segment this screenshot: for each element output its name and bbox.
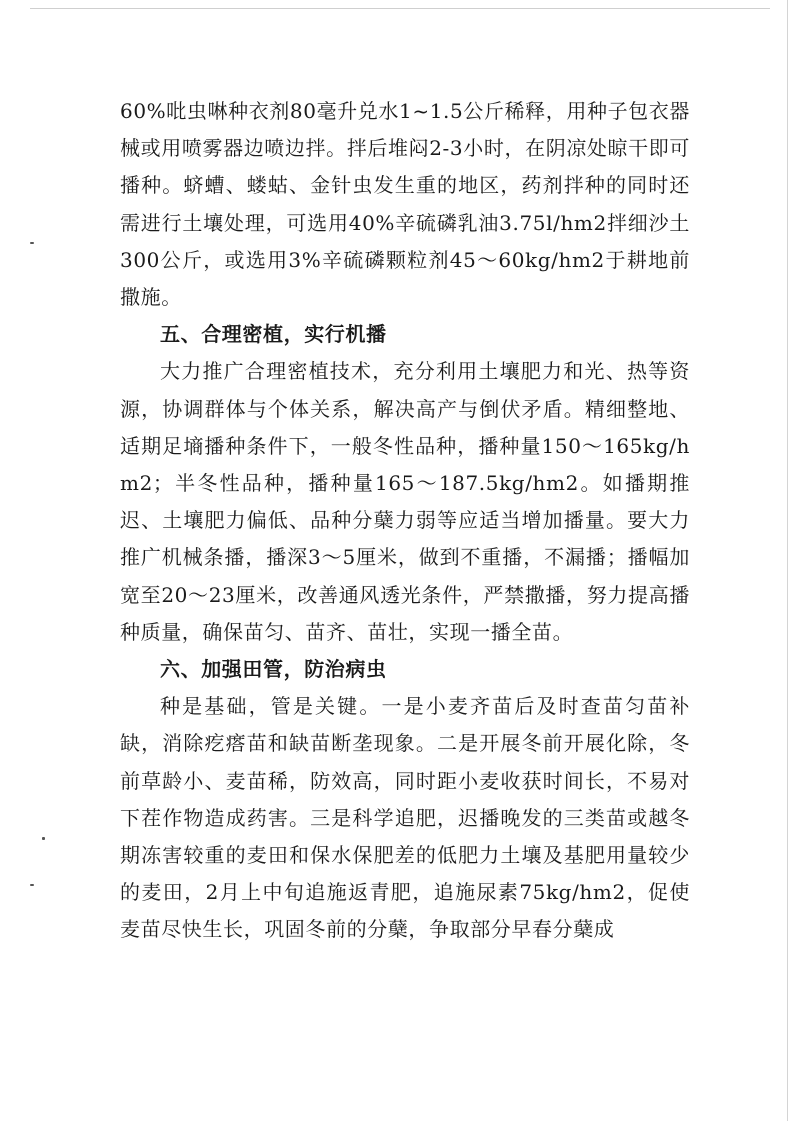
- scan-speck: [30, 242, 34, 244]
- paragraph-seed-treatment: 60%吡虫啉种衣剂80毫升兑水1~1.5公斤稀释，用种子包衣器械或用喷雾器边喷边拌。拌后堆闷2-3小时，在阴凉处晾干即可播种。蛴螬、蝼蛄、金针虫发生重的地区，药剂拌种的同时还需进行土壤处理，可选用40%辛硫磷乳油3.75l/hm2拌细沙土300公斤，或选用3%辛硫磷颗粒剂45～60kg/hm2于耕地前撒施。: [120, 99, 690, 310]
- paragraph-dense-planting: 大力推广合理密植技术，充分利用土壤肥力和光、热等资源，协调群体与个体关系，解决高产与倒伏矛盾。精细整地、适期足墒播种条件下，一般冬性品种，播种量150～165kg/hm2；半冬性品种，播种量165～187.5kg/hm2。如播期推迟、土壤肥力偏低、品种分蘖力弱等应适当增加播量。要大力推广机械条播，播深3～5厘米，做到不重播，不漏播；播幅加宽至20～23厘米，改善通风透光条件，严禁撒播，努力提高播种质量，确保苗匀、苗齐、苗壮，实现一播全苗。: [120, 359, 690, 644]
- section-heading-six: 六、加强田管，防治病虫: [160, 657, 387, 682]
- section-heading-five: 五、合理密植，实行机播: [160, 322, 387, 347]
- document-body: [120, 93, 690, 949]
- scan-speck: [42, 837, 45, 840]
- paragraph-field-management: 种是基础，管是关键。一是小麦齐苗后及时查苗匀苗补缺，消除疙瘩苗和缺苗断垄现象。二是开展冬前开展化除，冬前草龄小、麦苗稀，防效高，同时距小麦收获时间长，不易对下茬作物造成药害。三是科学追肥，迟播晚发的三类苗或越冬期冻害较重的麦田和保水保肥差的低肥力土壤及基肥用量较少的麦田，2月上中旬追施返青肥，追施尿素75kg/hm2，促使麦苗尽快生长，巩固冬前的分蘖，争取部分早春分蘖成: [120, 694, 690, 942]
- scan-edge-top: [30, 8, 770, 9]
- scan-speck: [30, 884, 34, 886]
- scan-edge-right: [787, 0, 788, 1121]
